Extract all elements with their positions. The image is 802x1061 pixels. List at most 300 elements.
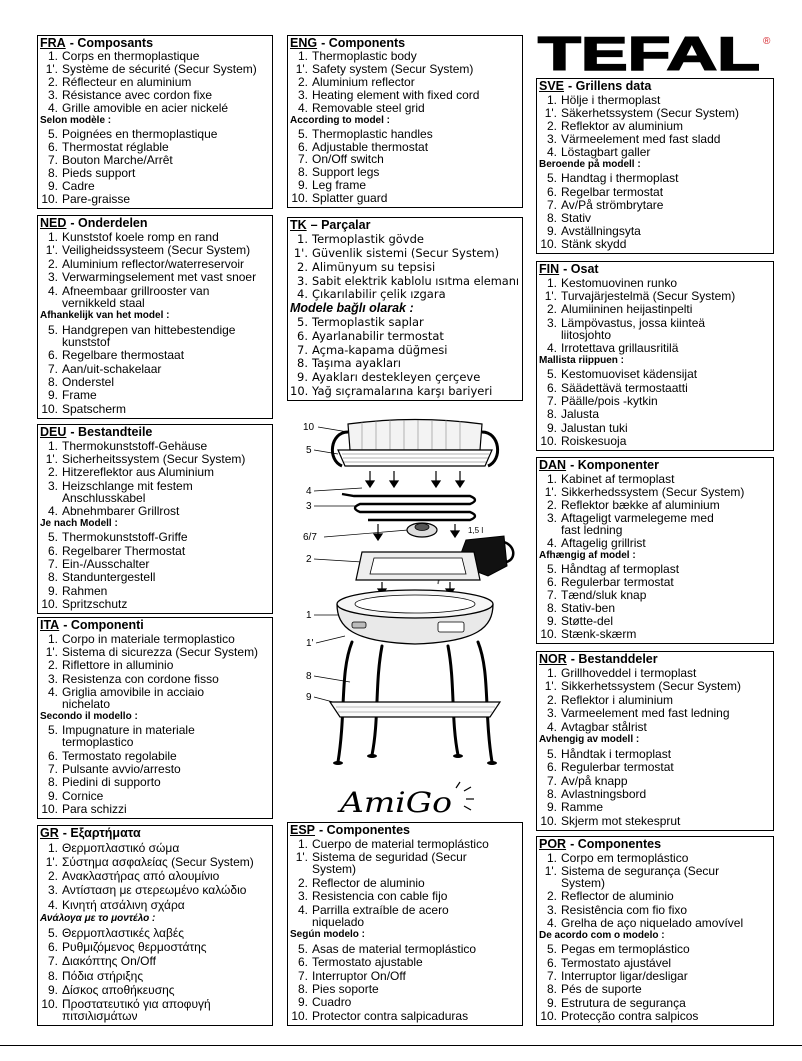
component-item [539, 303, 771, 315]
item-number: 4. [297, 287, 308, 302]
item-number: 3. [47, 88, 58, 103]
item-number: 8. [546, 407, 557, 422]
item-number: 7. [47, 762, 58, 777]
component-item [539, 120, 771, 132]
item-number: 3. [297, 88, 308, 102]
tefal-logo [537, 33, 774, 73]
item-text: Hitzereflektor aus Aluminium [62, 465, 215, 480]
component-item [40, 776, 270, 788]
label-thermostat-switch: 6/7 [303, 532, 317, 543]
item-text: Θερμοπλαστικό σώμα [62, 840, 180, 855]
component-item [539, 576, 771, 588]
item-number: 8. [546, 210, 557, 225]
component-item [40, 324, 270, 348]
logo-rays [456, 782, 474, 810]
item-number: 9. [47, 788, 58, 803]
component-item [290, 76, 520, 88]
item-text: Termoplastik saplar [312, 314, 424, 329]
item-number: 4. [47, 503, 58, 518]
item-number: 3. [546, 902, 557, 917]
item-number: 3. [47, 883, 58, 898]
item-text: Handgrepen van hittebestendige kunststof [62, 322, 236, 349]
item-text: Protector contra salpicaduras [312, 1008, 469, 1023]
item-number: 4. [546, 535, 557, 550]
component-item [290, 943, 520, 955]
item-number: 5. [297, 314, 308, 329]
component-item [290, 996, 520, 1008]
component-item [539, 238, 771, 250]
component-item [40, 531, 270, 543]
item-text: Pés de suporte [561, 982, 642, 997]
item-text: Bouton Marche/Arrêt [62, 153, 173, 168]
item-text: Grillhoveddel i termoplast [561, 665, 697, 680]
section-gr [37, 825, 273, 1026]
model-note: Afhængig af model : [539, 549, 636, 561]
component-item [40, 389, 270, 401]
item-text: Aan/uit-schakelaar [62, 361, 162, 376]
heating-element [342, 494, 475, 520]
component-item [539, 368, 771, 380]
component-item [40, 63, 270, 75]
component-item [539, 422, 771, 434]
section-heading [539, 838, 771, 851]
item-text: Heating element with fixed cord [312, 88, 480, 102]
item-number: 3. [47, 270, 58, 285]
item-text: Avställningsyta [561, 223, 641, 238]
component-item [539, 277, 771, 289]
item-number: 4. [546, 340, 557, 355]
item-text: Thermostat réglable [62, 140, 169, 155]
item-text: Ρυθμιζόμενος θερμοστάτης [62, 940, 207, 955]
item-text: Spritzschutz [62, 596, 128, 611]
component-item [539, 957, 771, 969]
item-text: Aluminium reflector/waterreservoir [62, 256, 245, 271]
item-number: 7. [47, 557, 58, 572]
item-text: Säädettävä termostaatti [561, 380, 688, 395]
component-item [290, 166, 520, 178]
language-code: SVE [539, 79, 565, 93]
item-text: Heizschlange mit festem Anschlusskabel [62, 478, 193, 505]
jug-capacity: 1,5 l [468, 526, 484, 535]
component-item [539, 983, 771, 995]
component-item [539, 146, 771, 158]
section-heading [290, 219, 520, 232]
item-number: 4. [47, 283, 58, 298]
item-number: 7. [297, 152, 308, 167]
leg [372, 646, 382, 755]
item-number: 2. [546, 889, 557, 904]
item-number: 10. [41, 401, 58, 416]
item-number: 5. [546, 746, 557, 761]
item-number: 4. [47, 101, 58, 116]
language-code: DAN [539, 458, 567, 472]
item-number: 10. [540, 237, 557, 251]
model-note: Avhengig av modell : [539, 734, 640, 746]
item-text: Regelbar termostat [561, 184, 664, 199]
item-text: Av/på knapp [561, 773, 628, 788]
component-item [40, 480, 270, 504]
component-item [539, 473, 771, 485]
arrow-head [390, 481, 398, 487]
section-tk [287, 217, 523, 401]
item-text: Värmeelement med fast sladd [561, 132, 721, 146]
item-number: 2. [546, 497, 557, 512]
component-item [290, 153, 520, 165]
item-text: On/Off switch [312, 152, 384, 167]
item-number: 1. [47, 840, 58, 855]
item-text: Δίσκος αποθήκευσης [62, 982, 175, 997]
item-text: Ein-/Ausschalter [62, 557, 150, 572]
item-number: 3. [297, 889, 308, 904]
item-text: Reflector de aluminio [561, 889, 674, 904]
component-item [539, 615, 771, 627]
item-number: 6. [47, 748, 58, 763]
component-item [290, 192, 520, 204]
item-number: 1. [297, 49, 308, 64]
item-text: Impugnature in materiale termoplastico [62, 723, 195, 750]
item-number: 1. [546, 850, 557, 865]
component-item [290, 838, 520, 850]
item-number: 9. [546, 420, 557, 435]
component-item [539, 852, 771, 864]
language-code: TK [290, 218, 307, 232]
component-item [40, 941, 270, 953]
model-note: Mallista riippuen : [539, 355, 625, 367]
grill-body-basin [355, 595, 475, 613]
item-text: Resistencia con cable fijo [312, 889, 448, 904]
component-item [40, 244, 270, 256]
item-number: 1'. [295, 62, 308, 77]
item-text: Kunststof koele romp en rand [62, 229, 219, 244]
item-number: 3. [546, 510, 557, 525]
item-number: 9. [546, 223, 557, 238]
item-text: Açma-kapama düğmesi [312, 342, 448, 357]
component-item [40, 167, 270, 179]
item-text: Frame [62, 388, 97, 403]
item-text: Thermoplastic handles [312, 126, 433, 141]
item-text: Thermokunststoff-Griffe [62, 530, 188, 545]
item-number: 2. [546, 118, 557, 133]
arrows-upper [366, 471, 464, 487]
section-deu [37, 424, 273, 614]
section-por [536, 836, 774, 1026]
component-item [539, 815, 771, 827]
item-number: 5. [546, 171, 557, 186]
item-number: 8. [297, 356, 308, 371]
item-text: Termostato regolabile [62, 748, 177, 763]
component-item [290, 63, 520, 75]
item-number: 1'. [544, 105, 557, 120]
component-item [539, 1010, 771, 1022]
section-fin [536, 261, 774, 451]
component-item [539, 602, 771, 614]
item-text: Afneembaar grillrooster van vernikkeld staal [62, 283, 210, 310]
item-number: 6. [47, 543, 58, 558]
item-number: 1. [47, 631, 58, 646]
reflector-tray-inner [370, 558, 466, 574]
item-number: 4. [546, 719, 557, 734]
item-text: Rahmen [62, 583, 108, 598]
component-item [539, 865, 771, 889]
foot [333, 761, 343, 765]
item-number: 6. [297, 328, 308, 343]
item-number: 1'. [45, 243, 58, 258]
component-item [40, 884, 270, 896]
item-text: Reflektor bække af aluminium [561, 497, 720, 512]
leader-line [324, 530, 408, 537]
component-item [40, 646, 270, 658]
leg [448, 646, 458, 755]
model-note: According to model : [290, 114, 390, 126]
item-text: Interruptor On/Off [312, 968, 406, 983]
item-text: Termoplastik gövde [312, 232, 424, 247]
item-number: 5. [546, 561, 557, 576]
item-text: Avlastningsbord [561, 787, 647, 802]
item-number: 5. [47, 723, 58, 738]
component-item [40, 673, 270, 685]
item-number: 1. [47, 49, 58, 64]
section-heading [40, 217, 270, 230]
item-number: 4. [297, 902, 308, 917]
section-title: - Grillens data [568, 79, 652, 93]
item-text: Støtte-del [561, 613, 614, 628]
item-number: 2. [47, 75, 58, 90]
label-splatter-guard: 10 [303, 422, 315, 433]
component-item [290, 357, 520, 369]
section-ita [37, 617, 273, 819]
item-number: 4. [546, 915, 557, 930]
item-text: Kabinet af termoplast [561, 471, 675, 486]
component-item [290, 50, 520, 62]
component-item [290, 385, 520, 397]
component-item [40, 955, 270, 967]
item-text: Handtag i thermoplast [561, 171, 679, 186]
language-code: DEU [40, 425, 67, 439]
label-body: 1 [306, 610, 312, 621]
label-legs: 8 [306, 671, 312, 682]
component-item [40, 505, 270, 517]
component-item [40, 724, 270, 748]
item-text: Πόδια στήριξης [62, 968, 144, 983]
component-item [539, 970, 771, 982]
component-item [539, 199, 771, 211]
component-item [40, 545, 270, 557]
item-number: 7. [546, 587, 557, 602]
component-item [290, 141, 520, 153]
component-item [290, 890, 520, 902]
item-text: Ayakları destekleyen çerçeve [312, 370, 481, 385]
item-number: 3. [47, 671, 58, 686]
component-item [290, 316, 520, 328]
component-item [290, 128, 520, 140]
item-text: Veiligheidssysteem (Secur System) [62, 243, 251, 258]
item-number: 2. [47, 256, 58, 271]
item-text: Stænk-skærm [561, 626, 637, 641]
item-number: 7. [546, 197, 557, 212]
component-item [40, 231, 270, 243]
item-text: Pare-graisse [62, 191, 131, 206]
component-item [40, 193, 270, 205]
section-sve [536, 78, 774, 254]
section-title: - Komponenter [570, 458, 659, 472]
item-number: 9. [297, 178, 308, 193]
item-text: Σύστημα ασφαλείας (Secur System) [62, 854, 254, 869]
component-item [290, 344, 520, 356]
language-code: NOR [539, 652, 567, 666]
item-text: Regulerbar termostat [561, 760, 674, 775]
item-number: 3. [546, 315, 557, 330]
item-number: 9. [297, 370, 308, 385]
component-item [539, 788, 771, 800]
item-text: Jalusta [561, 407, 600, 422]
leader-line [314, 450, 338, 454]
component-item [539, 107, 771, 119]
item-text: Roiskesuoja [561, 433, 627, 448]
item-number: 5. [47, 127, 58, 142]
item-number: 10. [291, 1008, 308, 1023]
item-number: 8. [47, 775, 58, 790]
ray [456, 782, 460, 788]
component-item [40, 659, 270, 671]
section-ned [37, 215, 273, 419]
item-number: 8. [47, 968, 58, 983]
item-number: 1'. [295, 850, 308, 865]
item-text: Regelbarer Thermostat [62, 543, 186, 558]
item-text: Resistenza con cordone fisso [62, 671, 219, 686]
item-number: 1'. [544, 679, 557, 694]
item-text: Çıkarılabilir çelik ızgara [312, 287, 446, 302]
item-number: 3. [546, 132, 557, 146]
arrow-head [456, 481, 464, 487]
item-number: 6. [546, 184, 557, 199]
item-text: Alimünyum su tepsisi [312, 259, 436, 274]
item-text: Corpo in materiale termoplastico [62, 631, 235, 646]
item-number: 8. [546, 600, 557, 615]
component-item [539, 342, 771, 354]
item-number: 1'. [293, 246, 308, 261]
item-text: Cadre [62, 178, 95, 193]
section-heading [290, 824, 520, 837]
item-number: 1'. [544, 484, 557, 499]
label-heating-element: 3 [306, 501, 312, 512]
item-text: Lämpövastus, jossa kiinteä liitosjohto [561, 315, 706, 342]
item-text: Termostato ajustable [312, 955, 423, 970]
item-number: 2. [47, 465, 58, 480]
item-text: Av/På strömbrytare [561, 197, 664, 212]
item-text: Yağ sıçramalarına karşı bariyeri [312, 383, 493, 398]
item-text: Stänk skydd [561, 237, 627, 251]
component-item [290, 89, 520, 101]
product-logo: AmiGo [336, 786, 452, 819]
item-number: 7. [47, 361, 58, 376]
item-number: 10. [540, 813, 557, 828]
component-item [40, 803, 270, 815]
component-item [290, 983, 520, 995]
item-number: 1. [546, 665, 557, 680]
item-number: 2. [546, 692, 557, 707]
language-code: ESP [290, 823, 316, 837]
section-title: – Parçalar [310, 218, 371, 232]
item-text: Sicherheitssystem (Secur System) [62, 452, 246, 467]
exploded-diagram [290, 410, 525, 820]
item-number: 1'. [45, 452, 58, 467]
component-item [40, 763, 270, 775]
component-item [40, 750, 270, 762]
item-number: 1. [297, 836, 308, 851]
component-item [40, 76, 270, 88]
component-item [290, 330, 520, 342]
component-item [539, 748, 771, 760]
item-text: Termostato ajustável [561, 955, 672, 970]
item-text: Riflettore in alluminio [62, 658, 174, 673]
ray [464, 806, 471, 810]
item-number: 2. [546, 302, 557, 317]
item-text: Kestomuovinen runko [561, 275, 678, 290]
item-number: 6. [546, 760, 557, 775]
language-code: NED [40, 216, 67, 230]
item-text: Pies soporte [312, 982, 379, 997]
item-number: 6. [47, 348, 58, 363]
item-number: 1'. [45, 62, 58, 77]
item-text: Reflektor av aluminium [561, 118, 684, 133]
section-eng [287, 35, 523, 208]
section-title: - Εξαρτήματα [62, 826, 141, 840]
item-number: 7. [546, 773, 557, 788]
component-item [539, 997, 771, 1009]
item-number: 1'. [544, 289, 557, 304]
section-title: - Componentes [319, 823, 410, 837]
component-item [539, 290, 771, 302]
item-text: Alumiininen heijastinpelti [561, 302, 693, 317]
registered-mark: ® [763, 36, 771, 47]
item-number: 1. [297, 232, 308, 247]
control-panel [438, 622, 464, 632]
item-text: Verwarmingselement met vast snoer [62, 270, 257, 285]
language-code: ITA [40, 618, 60, 632]
component-item [539, 186, 771, 198]
component-item [40, 154, 270, 166]
item-text: Standuntergestell [62, 570, 156, 585]
leader-line [314, 488, 362, 491]
item-number: 9. [297, 995, 308, 1010]
component-item [290, 275, 520, 287]
component-item [290, 288, 520, 300]
component-item [290, 179, 520, 191]
item-number: 6. [297, 139, 308, 154]
item-text: Ayarlanabilir termostat [312, 328, 444, 343]
item-number: 6. [297, 955, 308, 970]
item-number: 1. [546, 275, 557, 290]
component-item [290, 371, 520, 383]
component-item [40, 585, 270, 597]
item-number: 2. [297, 75, 308, 90]
component-item [539, 512, 771, 536]
component-item [539, 707, 771, 719]
component-item [539, 801, 771, 813]
item-text: Κινητή ατσάλινη σχάρα [62, 897, 185, 912]
section-heading [40, 619, 270, 632]
item-text: Sistema di sicurezza (Secur System) [62, 645, 259, 660]
component-item [40, 856, 270, 868]
foot [487, 761, 497, 765]
section-heading [539, 459, 771, 472]
component-item [40, 376, 270, 388]
component-item [290, 102, 520, 114]
component-item [539, 917, 771, 929]
section-dan [536, 457, 774, 644]
item-number: 10. [540, 433, 557, 448]
component-item [40, 633, 270, 645]
